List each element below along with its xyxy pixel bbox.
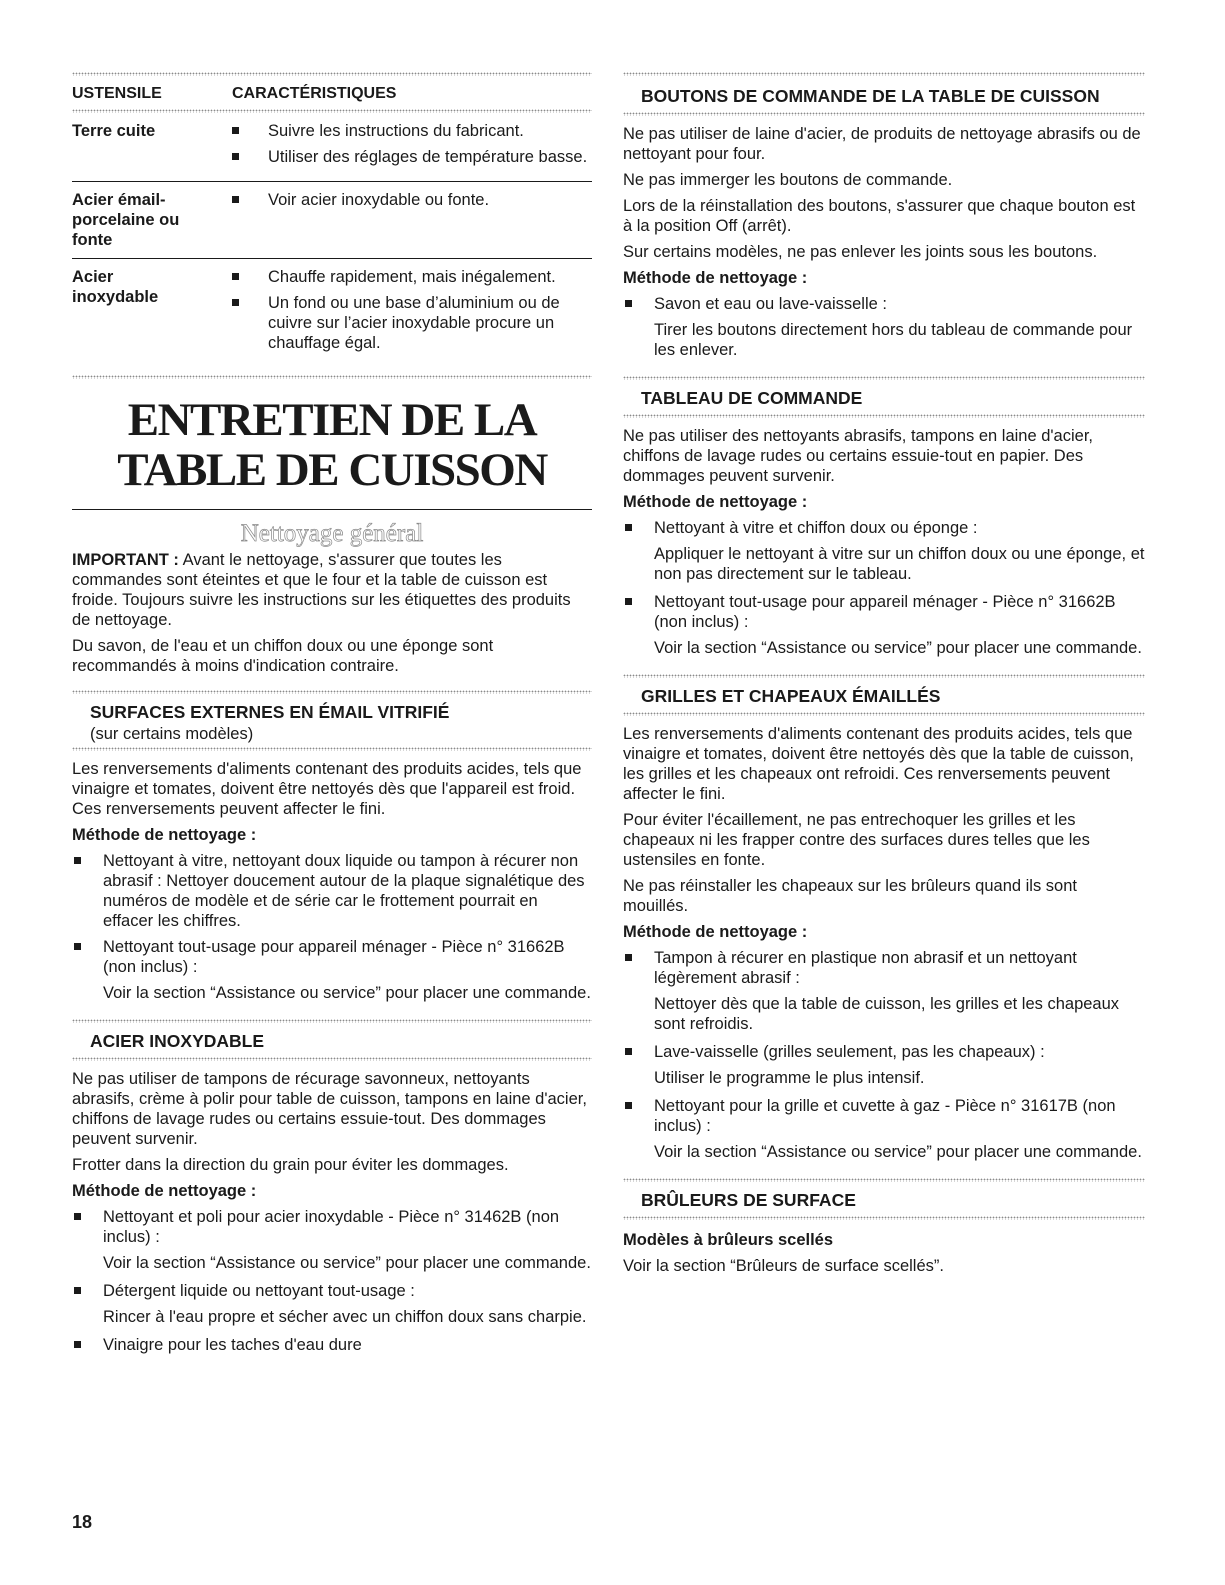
square-bullet-icon <box>625 598 632 605</box>
list-item: Suivre les instructions du fabricant. <box>232 121 592 141</box>
list-item: Tampon à récurer en plastique non abrasif et un nettoyant légèrement abrasif : <box>623 948 1145 988</box>
table-row <box>72 113 592 182</box>
square-bullet-icon <box>625 300 632 307</box>
method-heading: Méthode de nettoyage : <box>623 493 808 511</box>
dotted-rule <box>623 1216 1145 1220</box>
list-item: Nettoyant tout-usage pour appareil ménager - Pièce n° 31662B (non inclus) : <box>623 592 1145 632</box>
right-column <box>623 72 1145 1282</box>
dotted-rule <box>623 414 1145 418</box>
list-item: Savon et eau ou lave-vaisselle : <box>623 294 1145 314</box>
list-item: Utiliser des réglages de température basse. <box>232 147 592 167</box>
square-bullet-icon <box>74 857 81 864</box>
square-bullet-icon <box>232 153 239 160</box>
page-number: 18 <box>72 1512 93 1532</box>
method-heading: Méthode de nettoyage : <box>623 923 808 941</box>
table-header <box>72 76 592 109</box>
list-item-detail: Utiliser le programme le plus intensif. <box>654 1069 925 1087</box>
list-item-detail: Appliquer le nettoyant à vitre sur un chiffon doux ou une éponge, et non pas directement sur le tableau. <box>654 545 1145 583</box>
left-column <box>72 72 592 1361</box>
table-row <box>72 259 592 367</box>
dotted-rule <box>72 375 592 379</box>
list-item-detail: Voir la section “Assistance ou service” pour placer une commande. <box>103 984 591 1002</box>
paragraph: Pour éviter l'écaillement, ne pas entrechoquer les grilles et les chapeaux ni les frapper contre des surfaces dures telles que les ustensiles en fonte. <box>623 811 1090 869</box>
list-item-detail: Voir la section “Assistance ou service” pour placer une commande. <box>654 1143 1142 1161</box>
list-item: Nettoyant tout-usage pour appareil ménager - Pièce n° 31662B (non inclus) : <box>72 937 592 977</box>
table-cell-utensil: Terre cuite <box>72 122 156 140</box>
table-header-utensil: USTENSILE <box>72 85 162 102</box>
list-item: Vinaigre pour les taches d'eau dure <box>72 1335 592 1355</box>
square-bullet-icon <box>625 1048 632 1055</box>
paragraph: Voir la section “Brûleurs de surface scellés”. <box>623 1257 944 1275</box>
important-paragraph: IMPORTANT : Avant le nettoyage, s'assurer que toutes les commandes sont éteintes et que le four et la table de cuisson est froide. Toujours suivre les instructions sur les étiquettes des produits de nettoyage. <box>72 551 571 629</box>
square-bullet-icon <box>625 954 632 961</box>
square-bullet-icon <box>625 1102 632 1109</box>
list-item: Chauffe rapidement, mais inégalement. <box>232 267 592 287</box>
square-bullet-icon <box>74 1213 81 1220</box>
square-bullet-icon <box>232 196 239 203</box>
paragraph: Les renversements d'aliments contenant des produits acides, tels que vinaigre et tomates, doivent être nettoyés dès que l'appareil est froid. Ces renversements peuvent affecter le fini. <box>72 760 582 818</box>
paragraph: Sur certains modèles, ne pas enlever les joints sous les boutons. <box>623 243 1098 261</box>
section-title-knobs: BOUTONS DE COMMANDE DE LA TABLE DE CUISSON <box>641 86 1100 106</box>
divider <box>72 509 592 510</box>
table-cell-utensil: Acier inoxydable <box>72 268 159 306</box>
list-item: Détergent liquide ou nettoyant tout-usage : <box>72 1281 592 1301</box>
list-item: Nettoyant à vitre, nettoyant doux liquide ou tampon à récurer non abrasif : Nettoyer doucement autour de la plaque signalétique des numéros de modèle et de série car le frottement pourrait en effacer les chiffres. <box>72 851 592 931</box>
method-heading: Méthode de nettoyage : <box>72 1182 257 1200</box>
table-cell-utensil: Acier émail-porcelaine ou fonte <box>72 191 180 249</box>
list-item: Nettoyant et poli pour acier inoxydable - Pièce n° 31462B (non inclus) : <box>72 1207 592 1247</box>
dotted-rule <box>623 712 1145 716</box>
paragraph: Les renversements d'aliments contenant des produits acides, tels que vinaigre et tomates, doivent être nettoyés dès que la table de cuisson, les grilles et les chapeaux ont refroidi. Ces renversements peuvent affecter le fini. <box>623 725 1134 803</box>
paragraph: Ne pas utiliser de tampons de récurage savonneux, nettoyants abrasifs, crème à polir pour table de cuisson, tampons en laine d'acier, chiffons de lavage rudes ou certains essuie-tout. Des dommages peuvent survenir. <box>72 1070 587 1148</box>
square-bullet-icon <box>232 299 239 306</box>
section-title-enamel: SURFACES EXTERNES EN ÉMAIL VITRIFIÉ <box>90 702 450 722</box>
list-item-detail: Voir la section “Assistance ou service” pour placer une commande. <box>103 1254 591 1272</box>
dotted-rule <box>72 1057 592 1061</box>
list-item: Un fond ou une base d’aluminium ou de cuivre sur l’acier inoxydable procure un chauffage égal. <box>232 293 592 353</box>
paragraph: Lors de la réinstallation des boutons, s'assurer que chaque bouton est à la position Off (arrêt). <box>623 197 1136 235</box>
section-title-panel: TABLEAU DE COMMANDE <box>641 388 863 408</box>
section-subtitle: (sur certains modèles) <box>90 725 254 743</box>
section-title-grates: GRILLES ET CHAPEAUX ÉMAILLÉS <box>641 686 941 706</box>
list-item-detail: Nettoyer dès que la table de cuisson, les grilles et les chapeaux sont refroidis. <box>654 995 1120 1033</box>
paragraph: Frotter dans la direction du grain pour éviter les dommages. <box>72 1156 509 1174</box>
dotted-rule <box>623 112 1145 116</box>
method-heading: Méthode de nettoyage : <box>623 269 808 287</box>
list-item-detail: Tirer les boutons directement hors du tableau de commande pour les enlever. <box>654 321 1133 359</box>
list-item: Voir acier inoxydable ou fonte. <box>232 190 592 210</box>
square-bullet-icon <box>232 127 239 134</box>
square-bullet-icon <box>74 943 81 950</box>
page-title: ENTRETIEN DE LA TABLE DE CUISSON <box>117 394 547 496</box>
paragraph: Ne pas immerger les boutons de commande. <box>623 171 953 189</box>
method-heading: Méthode de nettoyage : <box>72 826 257 844</box>
list-item: Nettoyant pour la grille et cuvette à gaz - Pièce n° 31617B (non inclus) : <box>623 1096 1145 1136</box>
paragraph: Ne pas utiliser des nettoyants abrasifs, tampons en laine d'acier, chiffons de lavage rudes ou certains essuie-tout en papier. Des dommages peuvent survenir. <box>623 427 1093 485</box>
section-title-burners: BRÛLEURS DE SURFACE <box>641 1190 856 1210</box>
paragraph: Ne pas utiliser de laine d'acier, de produits de nettoyage abrasifs ou de nettoyant pour four. <box>623 125 1141 163</box>
square-bullet-icon <box>74 1287 81 1294</box>
list-item: Lave-vaisselle (grilles seulement, pas les chapeaux) : <box>623 1042 1145 1062</box>
dotted-rule <box>72 747 592 751</box>
list-item: Nettoyant à vitre et chiffon doux ou éponge : <box>623 518 1145 538</box>
general-cleaning-heading: Nettoyage général <box>240 520 424 547</box>
subheading: Modèles à brûleurs scellés <box>623 1231 834 1249</box>
table-header-features: CARACTÉRISTIQUES <box>232 85 397 102</box>
paragraph: Ne pas réinstaller les chapeaux sur les brûleurs quand ils sont mouillés. <box>623 877 1077 915</box>
section-title-stainless: ACIER INOXYDABLE <box>90 1031 265 1051</box>
square-bullet-icon <box>625 524 632 531</box>
square-bullet-icon <box>74 1341 81 1348</box>
list-item-detail: Voir la section “Assistance ou service” pour placer une commande. <box>654 639 1142 657</box>
list-item-detail: Rincer à l'eau propre et sécher avec un chiffon doux sans charpie. <box>103 1308 587 1326</box>
table-row <box>72 182 592 259</box>
paragraph: Du savon, de l'eau et un chiffon doux ou une éponge sont recommandés à moins d'indication contraire. <box>72 637 494 675</box>
square-bullet-icon <box>232 273 239 280</box>
